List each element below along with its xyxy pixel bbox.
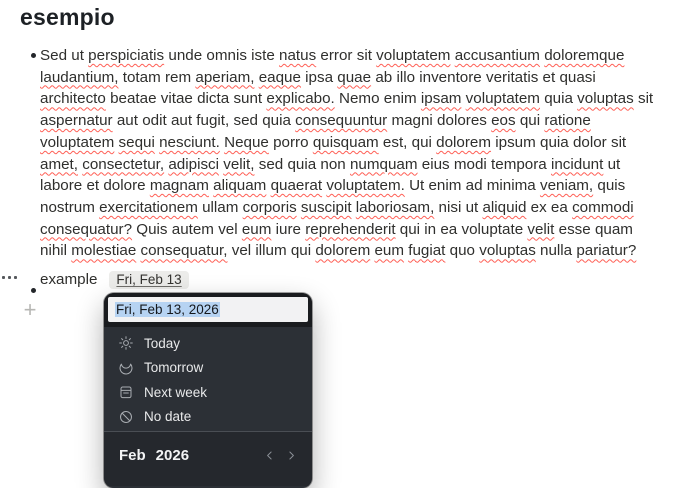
menu-item-label: Next week [144,384,208,400]
bullet-gutter [20,45,40,262]
menu-item-no-date[interactable] [104,405,312,430]
menu-item-label: No date [144,409,192,425]
no-date-icon [117,408,134,425]
menu-item-label: Today [144,335,181,351]
date-quick-options-menu [104,327,312,431]
bulleted-list-item-example[interactable] [20,269,670,290]
menu-item-label: Tomorrow [144,360,204,376]
menu-item-tomorrow[interactable] [104,356,312,381]
date-input[interactable] [108,297,308,322]
bulleted-list-item[interactable] [20,45,670,262]
date-popup-header [104,293,312,327]
calendar-header [104,431,312,486]
calendar-year-label: 2026 [155,446,190,464]
menu-item-next-week[interactable] [104,380,312,405]
paragraph-text[interactable]: Sed ut perspiciatis unde omnis iste natus error sit voluptatem accusantium doloremque laudantium, totam rem aperiam, eaque ipsa quae ab illo inventore veritatis et quasi architecto beatae vitae dicta sunt explicabo. Nemo enim ipsam voluptatem quia voluptas sit aspernatur aut odit aut fugit, sed quia consequuntur magni dolores eos qui ratione voluptatem sequi nesciunt. Neque porro quisquam est, qui dolorem ipsum quia dolor sit amet, consectetur, adipisci velit, sed quia non numquam eius modi tempora incidunt ut labore et dolore magnam aliquam quaerat voluptatem. Ut enim ad minima veniam, quis nostrum exercitationem ullam corporis suscipit laboriosam, nisi ut aliquid ex ea commodi consequatur? Quis autem vel eum iure reprehenderit qui in ea voluptate velit esse quam nihil molestiae consequatur, vel illum qui dolorem eum fugiat quo voluptas nulla pariatur? [40,47,654,260]
menu-item-today[interactable] [104,331,312,356]
bullet-dot-icon [31,288,36,293]
date-picker-popup [104,293,312,488]
list-item-label[interactable]: example [40,271,98,289]
date-input-selected-text: Fri, Feb 13, 2026 [116,302,219,317]
date-mention-chip[interactable]: Fri, Feb 13 [109,271,188,289]
page-body [20,0,670,290]
add-block-button[interactable]: + [23,297,37,322]
drag-handle-icon[interactable] [2,276,17,279]
calendar-month-label: Feb [119,446,146,464]
bullet-dot-icon [31,53,36,58]
moon-icon [117,359,134,376]
page-title[interactable]: esempio [20,4,115,30]
sun-icon [117,335,134,352]
calendar-icon [117,384,134,401]
